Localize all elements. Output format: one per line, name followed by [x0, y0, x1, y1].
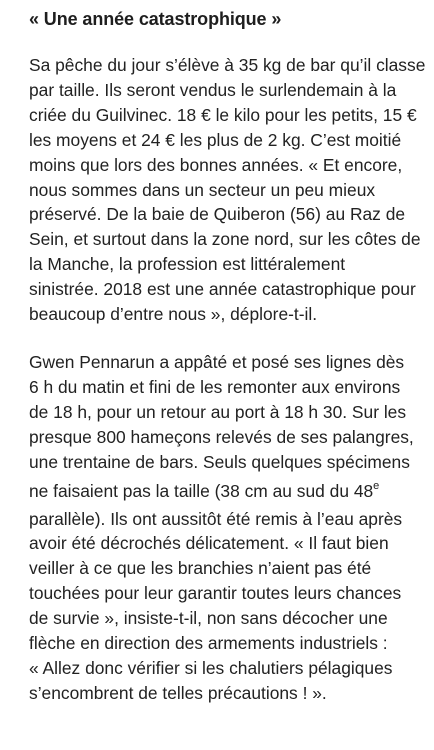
paragraph-line: Sein, et surtout dans la zone nord, sur les côtes de	[29, 229, 421, 250]
paragraph-line: les moyens et 24 € les plus de 2 kg. C’est moitié	[29, 129, 402, 150]
paragraph-line: la Manche, la profession est littéralement	[29, 254, 346, 275]
ordinal-superscript: e	[373, 479, 380, 492]
paragraph-line	[29, 475, 429, 507]
paragraph-2	[29, 350, 429, 706]
paragraph-line-text: ne faisaient pas la taille (38 cm au sud du 48	[29, 480, 374, 501]
paragraph-line: s’encombrent de telles précautions ! ».	[29, 682, 327, 703]
paragraph-line: beaucoup d’entre nous », déplore-t-il.	[29, 304, 318, 325]
paragraph-line: presque 800 hameçons relevés de ses palangres,	[29, 426, 414, 447]
paragraph-line: Gwen Pennarun a appâté et posé ses lignes dès	[29, 351, 405, 372]
paragraph-line: 6 h du matin et fini de les remonter aux environs	[29, 376, 401, 397]
article-body	[29, 6, 429, 706]
paragraph-line: flèche en direction des armements industriels :	[29, 633, 388, 654]
paragraph-line: Sa pêche du jour s’élève à 35 kg de bar qu’il classe	[29, 55, 426, 75]
section-heading: « Une année catastrophique »	[29, 9, 282, 29]
paragraph-line: veiller à ce que les branchies n’aient pas été	[29, 558, 372, 579]
paragraph-line: de 18 h, pour un retour au port à 18 h 30. Sur les	[29, 401, 407, 422]
paragraph-line: de survie », insiste-t-il, non sans décocher une	[29, 608, 388, 629]
paragraph-line: avoir été décrochés délicatement. « Il faut bien	[29, 533, 389, 554]
paragraph-line: « Allez donc vérifier si les chalutiers pélagiques	[29, 657, 393, 678]
paragraph-line: parallèle). Ils ont aussitôt été remis à l’eau après	[29, 508, 403, 529]
paragraph-line: criée du Guilvinec. 18 € le kilo pour les petits, 15 €	[29, 104, 417, 125]
paragraph-line: sinistrée. 2018 est une année catastrophique pour	[29, 279, 416, 300]
paragraph-line: moins que lors des bonnes années. « Et encore,	[29, 154, 403, 175]
paragraph-line: préservé. De la baie de Quiberon (56) au Raz de	[29, 204, 406, 225]
paragraph-1	[29, 53, 429, 327]
paragraph-line: une trentaine de bars. Seuls quelques spécimens	[29, 451, 410, 472]
paragraph-line: touchées pour leur garantir toutes leurs chances	[29, 583, 402, 604]
paragraph-line: par taille. Ils seront vendus le surlendemain à la	[29, 79, 397, 100]
paragraph-line: nous sommes dans un secteur un peu mieux	[29, 179, 376, 200]
